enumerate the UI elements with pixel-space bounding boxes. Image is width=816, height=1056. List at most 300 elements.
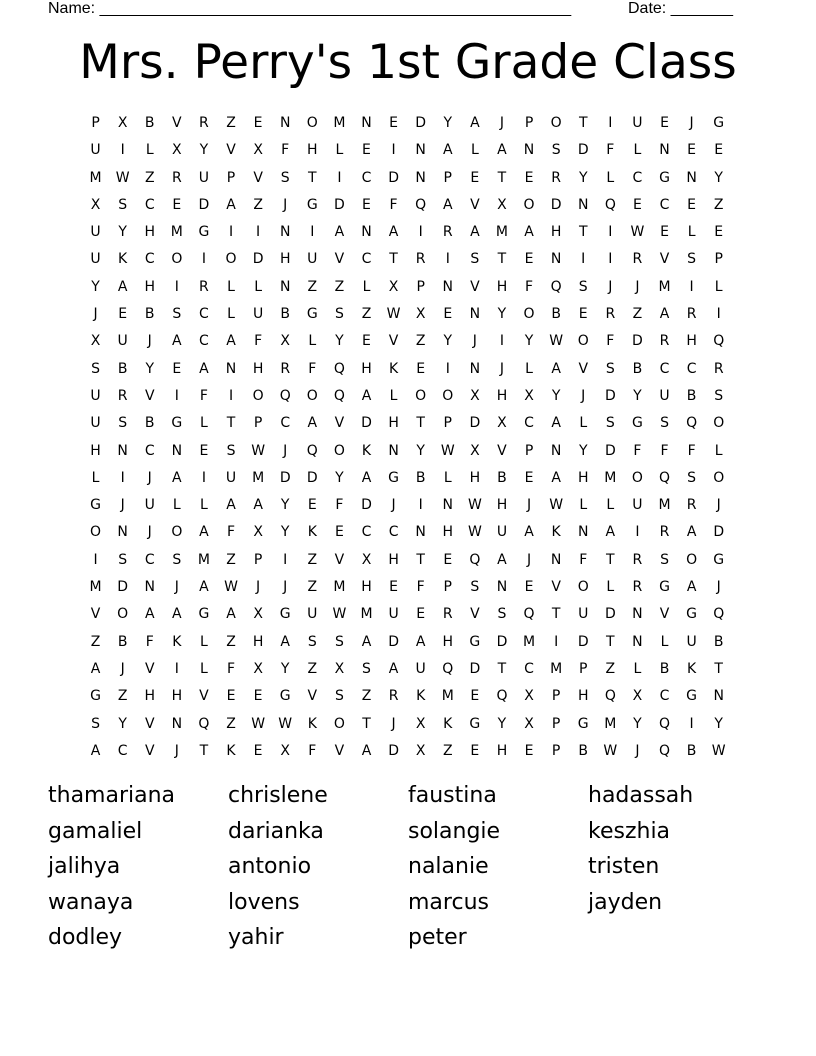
grid-letter: U: [90, 251, 101, 268]
grid-letter: N: [171, 715, 183, 732]
grid-letter: L: [714, 278, 723, 295]
grid-row: [82, 519, 734, 546]
grid-letter: P: [524, 115, 534, 131]
grid-letter: U: [90, 387, 101, 404]
grid-letter: A: [524, 224, 534, 241]
grid-letter: O: [225, 251, 237, 268]
grid-letter: A: [226, 333, 236, 350]
grid-letter: V: [578, 360, 589, 377]
grid-row: [82, 438, 734, 465]
grid-letter: I: [445, 251, 450, 268]
grid-letter: L: [687, 224, 696, 241]
grid-letter: S: [551, 142, 561, 159]
grid-letter: E: [470, 742, 480, 759]
grid-letter: G: [306, 306, 318, 323]
grid-letter: Z: [713, 196, 724, 213]
grid-letter: M: [441, 688, 454, 705]
grid-letter: D: [496, 633, 508, 650]
grid-letter: S: [578, 278, 588, 295]
grid-letter: S: [226, 442, 236, 459]
grid-letter: X: [632, 688, 643, 705]
grid-letter: Z: [605, 660, 616, 677]
grid-letter: Z: [307, 278, 318, 295]
grid-letter: O: [577, 579, 589, 596]
grid-letter: S: [91, 360, 100, 377]
grid-letter: S: [660, 415, 669, 432]
grid-letter: I: [174, 278, 179, 295]
grid-letter: L: [714, 442, 723, 459]
grid-letter: S: [660, 551, 669, 568]
grid-letter: N: [442, 278, 453, 295]
grid-letter: P: [443, 415, 452, 432]
grid-letter: N: [523, 142, 535, 159]
grid-letter: G: [686, 606, 698, 623]
grid-letter: J: [147, 333, 152, 350]
grid-letter: J: [120, 660, 125, 677]
grid-letter: Z: [253, 196, 263, 213]
grid-letter: J: [147, 469, 152, 486]
grid-letter: M: [658, 497, 671, 514]
grid-letter: E: [687, 196, 697, 213]
grid-letter: F: [579, 551, 588, 568]
grid-letter: H: [144, 688, 155, 705]
grid-letter: L: [389, 387, 398, 404]
grid-letter: R: [659, 333, 670, 350]
grid-letter: R: [713, 360, 724, 377]
grid-letter: A: [307, 415, 318, 432]
grid-row: [82, 383, 734, 410]
word-list-item: dodley: [48, 925, 123, 950]
grid-letter: H: [577, 688, 589, 705]
grid-letter: A: [280, 633, 290, 650]
grid-letter: H: [252, 633, 264, 650]
grid-letter: F: [335, 497, 344, 514]
grid-letter: V: [659, 606, 670, 623]
grid-letter: M: [89, 169, 102, 186]
grid-row: [82, 683, 734, 710]
grid-letter: Z: [632, 306, 643, 323]
grid-letter: P: [524, 442, 534, 459]
grid-letter: E: [470, 169, 480, 186]
grid-letter: Q: [713, 333, 725, 350]
grid-letter: D: [198, 196, 210, 213]
grid-letter: H: [307, 142, 318, 159]
grid-letter: A: [686, 579, 697, 596]
grid-letter: Y: [551, 387, 561, 404]
grid-letter: S: [470, 251, 480, 268]
grid-letter: J: [391, 497, 396, 514]
grid-letter: Z: [415, 333, 426, 350]
grid-letter: E: [253, 742, 263, 759]
grid-letter: N: [361, 224, 372, 241]
grid-letter: X: [280, 333, 290, 350]
grid-letter: M: [658, 278, 671, 295]
grid-row: [82, 110, 734, 137]
grid-letter: G: [306, 196, 318, 213]
grid-letter: A: [90, 742, 101, 759]
grid-letter: A: [199, 579, 209, 596]
grid-letter: R: [605, 306, 616, 323]
grid-letter: V: [334, 415, 345, 432]
word-list-item: antonio: [228, 854, 312, 879]
grid-letter: E: [199, 442, 209, 459]
grid-letter: C: [144, 551, 155, 568]
word-list-item: marcus: [408, 889, 489, 915]
grid-letter: X: [497, 196, 507, 213]
grid-letter: J: [283, 196, 288, 213]
grid-letter: L: [606, 579, 615, 596]
grid-letter: V: [497, 442, 507, 459]
grid-letter: J: [716, 579, 721, 596]
grid-letter: G: [631, 415, 643, 432]
grid-letter: N: [659, 142, 670, 159]
word-list-item: [588, 920, 768, 956]
grid-letter: T: [606, 633, 615, 650]
grid-letter: Y: [280, 660, 290, 677]
grid-letter: Y: [497, 306, 507, 323]
grid-letter: C: [659, 196, 670, 213]
grid-letter: G: [388, 469, 399, 486]
grid-letter: A: [226, 196, 236, 213]
grid-row: [82, 629, 734, 656]
grid-letter: J: [716, 497, 721, 514]
grid-letter: P: [551, 742, 561, 759]
grid-letter: F: [308, 360, 317, 377]
grid-letter: Y: [145, 360, 155, 377]
grid-letter: A: [361, 633, 372, 650]
grid-letter: D: [604, 606, 616, 623]
grid-letter: I: [256, 224, 261, 241]
grid-letter: O: [577, 333, 589, 350]
grid-letter: H: [469, 469, 481, 486]
grid-letter: L: [362, 278, 371, 295]
grid-letter: A: [361, 742, 372, 759]
grid-letter: B: [632, 360, 643, 377]
grid-letter: E: [226, 688, 236, 705]
word-list-item: yahir: [228, 925, 284, 950]
grid-letter: V: [470, 278, 480, 295]
grid-letter: W: [251, 715, 266, 732]
grid-letter: V: [144, 715, 155, 732]
grid-letter: N: [225, 360, 237, 377]
word-list-item: wanaya: [48, 889, 134, 915]
grid-letter: T: [416, 415, 425, 432]
grid-letter: A: [551, 469, 561, 486]
grid-letter: U: [117, 333, 128, 350]
grid-letter: I: [391, 142, 396, 159]
grid-letter: X: [253, 606, 263, 623]
grid-letter: D: [577, 142, 589, 159]
grid-letter: F: [254, 333, 263, 350]
grid-letter: A: [388, 224, 399, 241]
grid-letter: J: [256, 579, 261, 596]
grid-letter: E: [714, 224, 724, 241]
grid-letter: Z: [226, 715, 236, 732]
grid-letter: V: [90, 606, 101, 623]
grid-letter: A: [524, 524, 534, 541]
page-title: Mrs. Perry's 1st Grade Class: [79, 35, 737, 90]
grid-letter: Z: [361, 306, 372, 323]
grid-letter: H: [388, 415, 399, 432]
grid-letter: O: [171, 251, 183, 268]
grid-letter: E: [416, 360, 426, 377]
grid-letter: Y: [280, 497, 290, 514]
grid-letter: X: [280, 742, 290, 759]
grid-letter: E: [389, 115, 398, 131]
grid-letter: I: [120, 142, 125, 159]
grid-letter: N: [279, 115, 291, 131]
grid-letter: X: [334, 660, 345, 677]
grid-letter: O: [631, 469, 643, 486]
grid-letter: J: [499, 115, 505, 131]
grid-letter: L: [443, 469, 452, 486]
grid-letter: G: [198, 224, 210, 241]
grid-letter: Q: [550, 278, 562, 295]
grid-letter: O: [252, 387, 264, 404]
grid-letter: I: [499, 333, 505, 350]
word-list-item: nalanie: [408, 854, 489, 879]
grid-letter: E: [253, 115, 263, 131]
grid-letter: H: [252, 360, 264, 377]
grid-letter: I: [554, 633, 559, 650]
grid-letter: C: [280, 415, 291, 432]
grid-letter: A: [470, 115, 480, 131]
grid-letter: X: [361, 551, 372, 568]
grid-letter: C: [632, 169, 643, 186]
grid-letter: Q: [306, 442, 318, 459]
grid-letter: N: [632, 606, 643, 623]
grid-letter: Z: [226, 551, 236, 568]
grid-letter: N: [361, 115, 372, 131]
grid-letter: G: [659, 579, 670, 596]
grid-letter: N: [442, 497, 453, 514]
grid-letter: N: [550, 551, 562, 568]
grid-letter: T: [578, 115, 588, 131]
grid-letter: D: [415, 115, 427, 131]
grid-letter: I: [418, 224, 423, 241]
grid-letter: B: [280, 306, 290, 323]
grid-letter: W: [467, 524, 482, 541]
grid-letter: F: [389, 196, 398, 213]
grid-letter: C: [199, 333, 209, 350]
grid-letter: J: [147, 524, 152, 541]
grid-row: [82, 137, 734, 164]
grid-letter: L: [227, 278, 235, 295]
grid-letter: J: [499, 360, 505, 377]
grid-letter: X: [524, 715, 534, 732]
grid-letter: B: [144, 115, 155, 131]
grid-letter: O: [442, 387, 454, 404]
grid-letter: A: [144, 606, 155, 623]
grid-letter: M: [604, 469, 617, 486]
grid-letter: H: [496, 742, 508, 759]
grid-letter: V: [470, 606, 480, 623]
grid-letter: D: [279, 469, 291, 486]
grid-row: [82, 656, 734, 683]
grid-row: [82, 219, 734, 246]
grid-letter: D: [550, 196, 562, 213]
grid-letter: N: [577, 524, 589, 541]
grid-letter: L: [606, 169, 615, 186]
grid-letter: I: [120, 469, 125, 486]
grid-letter: L: [308, 333, 317, 350]
grid-letter: Y: [118, 224, 127, 241]
grid-letter: A: [415, 633, 426, 650]
grid-letter: E: [389, 579, 398, 596]
grid-letter: W: [224, 579, 238, 596]
grid-letter: G: [90, 688, 101, 705]
grid-letter: I: [310, 224, 315, 241]
grid-letter: U: [307, 251, 318, 268]
grid-letter: S: [470, 579, 480, 596]
grid-letter: G: [713, 551, 725, 568]
grid-letter: A: [172, 606, 182, 623]
grid-row: [82, 601, 734, 628]
grid-letter: U: [415, 660, 426, 677]
grid-letter: R: [632, 579, 643, 596]
grid-letter: R: [632, 251, 643, 268]
grid-letter: N: [144, 579, 155, 596]
grid-letter: U: [496, 524, 508, 541]
grid-letter: Q: [604, 196, 616, 213]
grid-letter: E: [470, 688, 480, 705]
grid-letter: T: [389, 251, 398, 268]
grid-letter: M: [523, 633, 536, 650]
grid-letter: A: [117, 278, 128, 295]
grid-letter: U: [686, 633, 697, 650]
grid-letter: N: [117, 524, 128, 541]
grid-letter: Q: [713, 606, 725, 623]
grid-letter: N: [388, 442, 399, 459]
grid-letter: E: [362, 196, 371, 213]
grid-letter: V: [388, 333, 399, 350]
grid-letter: C: [361, 169, 372, 186]
grid-letter: C: [361, 251, 372, 268]
grid-letter: D: [388, 169, 399, 186]
grid-letter: Y: [443, 115, 453, 131]
grid-letter: G: [713, 115, 725, 131]
grid-letter: D: [306, 469, 318, 486]
grid-letter: H: [442, 633, 454, 650]
grid-letter: D: [388, 633, 399, 650]
grid-letter: U: [659, 387, 670, 404]
grid-letter: Q: [659, 742, 671, 759]
grid-letter: V: [172, 115, 182, 131]
grid-letter: X: [388, 278, 399, 295]
grid-letter: Y: [714, 715, 723, 732]
grid-letter: W: [467, 497, 482, 514]
grid-letter: Q: [415, 196, 427, 213]
grid-letter: Z: [334, 278, 345, 295]
grid-letter: P: [714, 251, 723, 268]
grid-letter: N: [171, 442, 183, 459]
grid-letter: E: [253, 688, 263, 705]
grid-letter: X: [415, 742, 426, 759]
header: [48, 0, 740, 20]
grid-letter: N: [415, 142, 426, 159]
grid-letter: E: [118, 306, 128, 323]
grid-letter: R: [117, 387, 128, 404]
grid-letter: F: [281, 142, 290, 159]
grid-letter: A: [442, 142, 453, 159]
grid-letter: X: [253, 142, 263, 159]
grid-letter: Y: [118, 715, 127, 732]
grid-letter: J: [526, 497, 532, 514]
grid-letter: I: [174, 660, 179, 677]
grid-letter: J: [283, 442, 288, 459]
grid-letter: O: [415, 387, 427, 404]
grid-letter: F: [606, 142, 615, 159]
grid-letter: T: [308, 169, 317, 186]
grid-letter: P: [226, 169, 236, 186]
grid-letter: V: [307, 688, 318, 705]
grid-letter: E: [443, 551, 453, 568]
grid-letter: D: [361, 415, 372, 432]
grid-letter: S: [280, 169, 290, 186]
grid-letter: F: [199, 387, 208, 404]
grid-letter: Q: [604, 688, 616, 705]
word-list-item: gamaliel: [48, 818, 143, 844]
grid-letter: S: [118, 196, 128, 213]
grid-letter: S: [334, 306, 344, 323]
grid-letter: L: [633, 660, 642, 677]
grid-letter: V: [144, 387, 155, 404]
grid-row: [82, 246, 734, 273]
grid-letter: P: [416, 278, 425, 295]
grid-row: [82, 356, 734, 383]
grid-letter: T: [606, 551, 615, 568]
grid-letter: Y: [524, 333, 534, 350]
grid-letter: J: [689, 115, 694, 131]
grid-letter: L: [579, 415, 588, 432]
grid-letter: E: [660, 224, 669, 241]
grid-letter: C: [144, 196, 155, 213]
grid-letter: V: [226, 142, 236, 159]
grid-letter: B: [497, 469, 507, 486]
grid-letter: C: [144, 251, 155, 268]
grid-letter: H: [686, 333, 697, 350]
grid-letter: J: [174, 579, 179, 596]
grid-letter: N: [686, 169, 697, 186]
grid-letter: V: [470, 196, 480, 213]
grid-letter: N: [415, 524, 426, 541]
grid-letter: X: [415, 715, 426, 732]
grid-letter: L: [633, 142, 642, 159]
grid-letter: D: [577, 633, 589, 650]
grid-letter: Z: [307, 660, 318, 677]
grid-letter: F: [633, 442, 642, 459]
grid-letter: D: [388, 742, 399, 759]
grid-letter: R: [199, 278, 209, 295]
grid-letter: A: [551, 360, 561, 377]
grid-letter: O: [523, 306, 535, 323]
grid-letter: K: [416, 688, 426, 705]
grid-letter: L: [227, 306, 235, 323]
grid-letter: M: [333, 579, 346, 596]
grid-letter: X: [470, 387, 480, 404]
grid-letter: A: [605, 524, 616, 541]
grid-letter: U: [252, 306, 264, 323]
grid-letter: A: [388, 660, 399, 677]
grid-letter: I: [201, 251, 206, 268]
grid-letter: P: [91, 115, 100, 131]
grid-letter: G: [279, 688, 291, 705]
grid-letter: O: [306, 115, 318, 131]
grid-letter: Z: [307, 551, 318, 568]
grid-row: [82, 192, 734, 219]
grid-letter: K: [388, 360, 399, 377]
word-list-item: keszhia: [588, 818, 671, 844]
